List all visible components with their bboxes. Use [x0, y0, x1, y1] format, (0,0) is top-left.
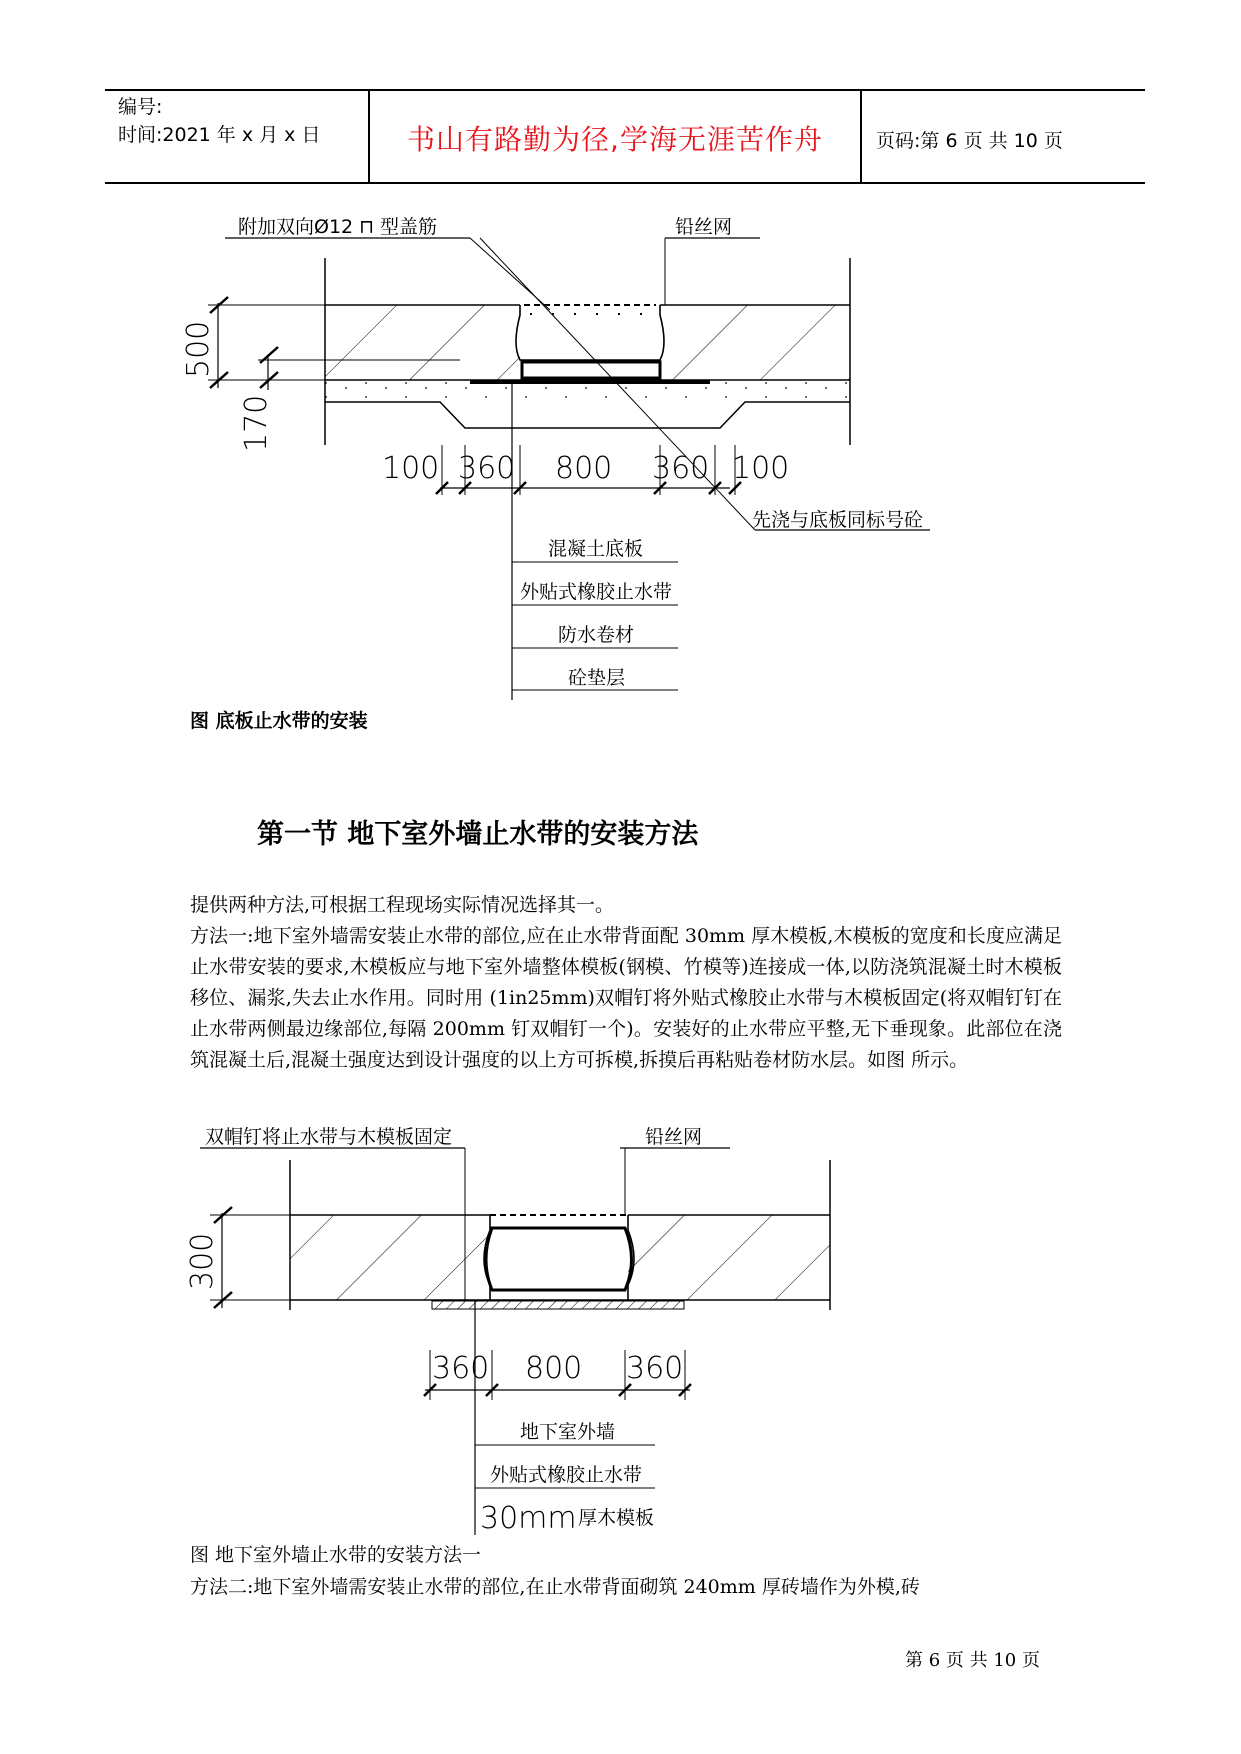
fig2-dim-800: 800	[525, 1351, 583, 1386]
fig1-dim-170: 170	[239, 394, 274, 452]
page-footer: 第 6 页 共 10 页	[905, 1650, 1040, 1671]
fig2-layer-board: 厚木模板	[578, 1507, 655, 1529]
fig2-dim-360-right: 360	[626, 1351, 684, 1386]
fig1-dim-500: 500	[181, 320, 216, 378]
fig1-dim-360-right: 360	[652, 451, 710, 486]
fig1-layer-slab: 混凝土底板	[548, 538, 644, 560]
fig2-label-nail: 双帽钉将止水带与木模板固定	[205, 1126, 453, 1148]
figure-wall-waterstop-drawing	[0, 1110, 1241, 1540]
section-title: 第一节 地下室外墙止水带的安装方法	[257, 819, 699, 850]
fig1-layer-cushion: 砼垫层	[568, 667, 626, 689]
fig2-label-mesh: 铅丝网	[645, 1126, 703, 1148]
fig1-label-rebar: 附加双向Ø12 ⊓ 型盖筋	[238, 216, 438, 238]
paragraph-method-two: 方法二:地下室外墙需安装止水带的部位,在止水带背面砌筑 240mm 厚砖墙作为外模,砖	[190, 1576, 920, 1598]
fig1-layer-membrane: 防水卷材	[558, 624, 635, 646]
header-number: 编号:	[118, 96, 163, 118]
fig1-dim-100-left: 100	[382, 451, 440, 486]
figure2-caption: 图 地下室外墙止水带的安装方法一	[190, 1544, 482, 1566]
fig1-label-first-pour: 先浇与底板同标号砼	[752, 509, 924, 531]
figure1-caption: 图 底板止水带的安装	[190, 710, 368, 732]
paragraph-method-one: 方法一:地下室外墙需安装止水带的部位,应在止水带背面配 30mm 厚木模板,木模板的宽度和长度应满足止水带安装的要求,木模板应与地下室外墙整体模板(钢模、竹模等)连接成一体,以防浇筑混凝土时木模板移位、漏浆,失去止水作用。同时用 (1in25mm)双帽钉将外贴式橡胶止水带与木模板固定(将双帽钉钉在止水带两侧最边缘部位,每隔 200mm 钉双帽钉一个)。安装好的止水带应平整,无下垂现象。此部位在浇筑混凝土后,混凝土强度达到设计强度的以上方可拆模,拆摸后再粘贴卷材防水层。如图 所示。	[190, 925, 1062, 1071]
fig1-dim-360-left: 360	[458, 451, 516, 486]
fig2-layer-waterstop: 外贴式橡胶止水带	[490, 1464, 643, 1486]
figure-floor-waterstop-drawing	[0, 0, 1241, 720]
fig2-dim-300: 300	[185, 1232, 220, 1290]
fig1-layer-waterstop: 外贴式橡胶止水带	[520, 581, 673, 603]
fig1-dim-100-right: 100	[732, 451, 790, 486]
fig1-label-mesh: 铅丝网	[675, 216, 733, 238]
fig1-dim-800: 800	[555, 451, 613, 486]
paragraph-intro: 提供两种方法,可根据工程现场实际情况选择其一。	[190, 894, 615, 916]
header-motto: 书山有路勤为径,学海无涯苦作舟	[407, 123, 823, 156]
fig2-dim-360-left: 360	[432, 1351, 490, 1386]
fig2-layer-wall: 地下室外墙	[520, 1421, 616, 1443]
header-time: 时间:2021 年 x 月 x 日	[118, 124, 321, 146]
header-page-number: 页码:第 6 页 共 10 页	[876, 130, 1063, 152]
fig2-layer-board-size: 30mm	[480, 1501, 577, 1536]
